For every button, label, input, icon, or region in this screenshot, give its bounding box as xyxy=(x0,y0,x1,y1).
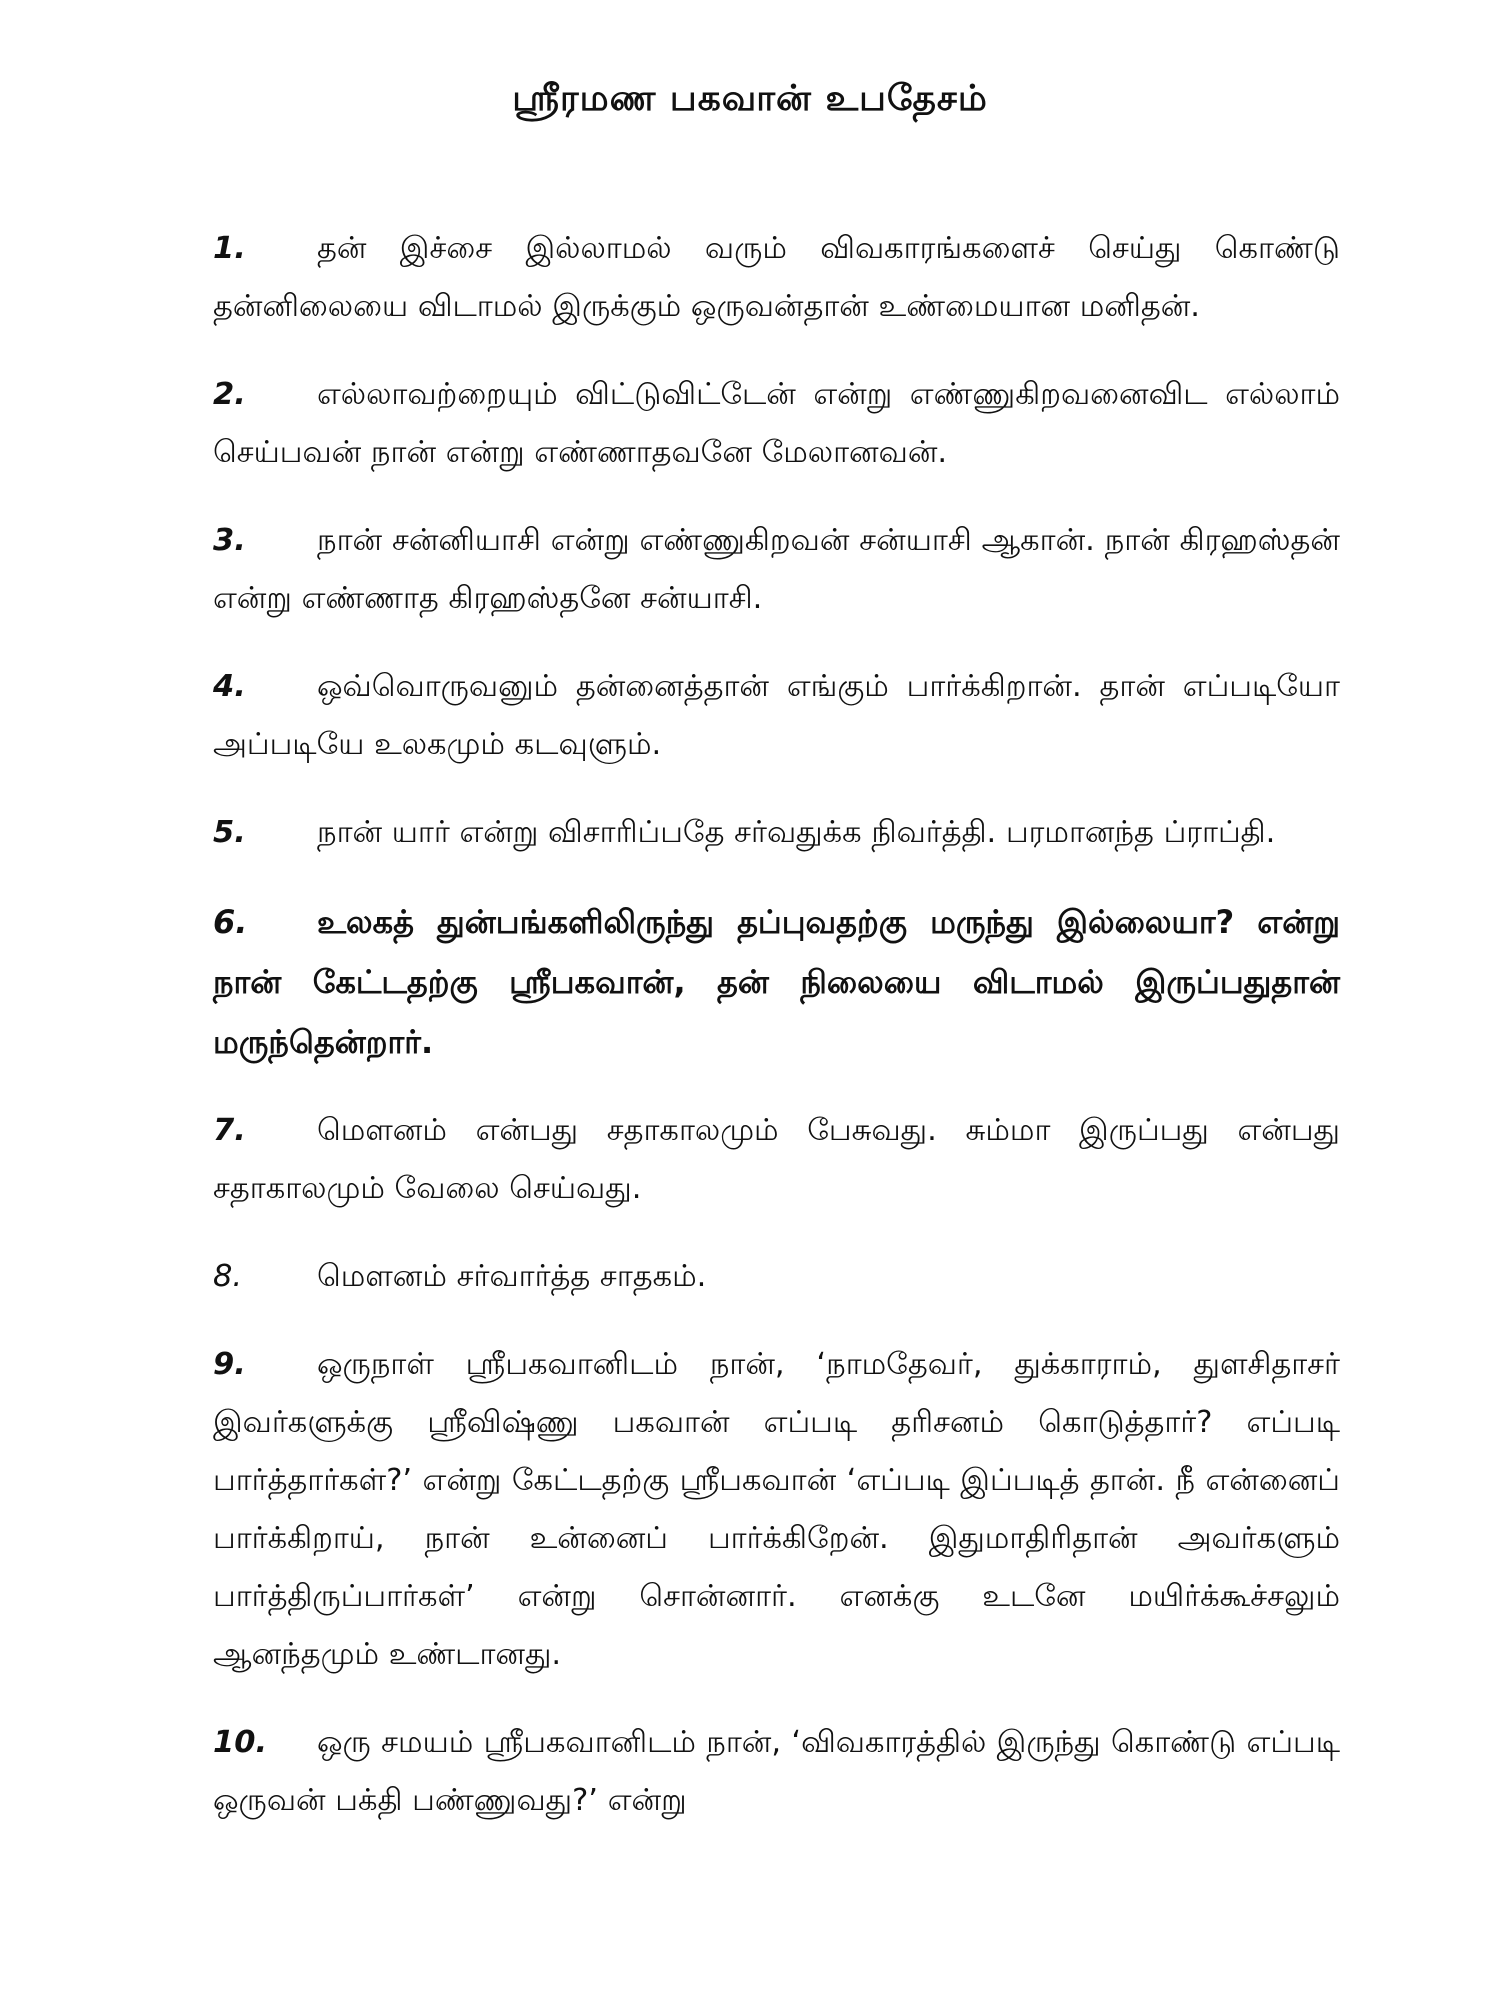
paragraph-number: 8. xyxy=(213,1259,243,1294)
paragraph-text: நான் யார் என்று விசாரிப்பதே சர்வதுக்க நிவர்த்தி. பரமானந்த ப்ராப்தி. xyxy=(317,815,1276,850)
paragraph-number: 9. xyxy=(213,1347,246,1382)
paragraph-number: 6. xyxy=(213,903,248,941)
paragraph-7 xyxy=(213,1102,1340,1218)
paragraph-6 xyxy=(213,892,1340,1072)
paragraph-number: 10. xyxy=(213,1725,268,1760)
paragraph-text: மௌனம் சர்வார்த்த சாதகம். xyxy=(317,1259,707,1294)
paragraph-text: தன் இச்சை இல்லாமல் வரும் விவகாரங்களைச் செய்து கொண்டு தன்னிலையை விடாமல் இருக்கும் ஒருவன்தான் உண்மையான மனிதன். xyxy=(213,231,1340,324)
paragraph-number: 2. xyxy=(213,377,246,412)
paragraph-8 xyxy=(213,1248,1340,1306)
paragraph-number: 1. xyxy=(213,231,246,266)
paragraph-text: உலகத் துன்பங்களிலிருந்து தப்புவதற்கு மருந்து இல்லையா? என்று நான் கேட்டதற்கு ஸ்ரீபகவான், தன் நிலையை விடாமல் இருப்பதுதான் மருந்தென்றார். xyxy=(213,903,1340,1061)
paragraph-10 xyxy=(213,1714,1340,1830)
paragraph-5 xyxy=(213,804,1340,862)
paragraph-text: ஒருநாள் ஸ்ரீபகவானிடம் நான், ‘நாமதேவர், துக்காராம், துளசிதாசர் இவர்களுக்கு ஸ்ரீவிஷ்ணு பகவான் எப்படி தரிசனம் கொடுத்தார்? எப்படி பார்த்தார்கள்?’ என்று கேட்டதற்கு ஸ்ரீபகவான் ‘எப்படி இப்படித் தான். நீ என்னைப் பார்க்கிறாய், நான் உன்னைப் பார்க்கிறேன். இதுமாதிரிதான் அவர்களும் பார்த்திருப்பார்கள்’ என்று சொன்னார். எனக்கு உடனே மயிர்க்கூச்சலும் ஆனந்தமும் உண்டானது. xyxy=(213,1347,1340,1672)
paragraph-1 xyxy=(213,220,1340,336)
paragraph-2 xyxy=(213,366,1340,482)
paragraph-number: 7. xyxy=(213,1113,246,1148)
paragraph-text: ஒரு சமயம் ஸ்ரீபகவானிடம் நான், ‘விவகாரத்தில் இருந்து கொண்டு எப்படி ஒருவன் பக்தி பண்ணுவது?’ என்று xyxy=(213,1725,1340,1818)
page-title: ஸ்ரீரமண பகவான் உபதேசம் xyxy=(512,78,988,119)
paragraph-3 xyxy=(213,512,1340,628)
paragraph-number: 5. xyxy=(213,815,246,850)
paragraph-text: மௌனம் என்பது சதாகாலமும் பேசுவது. சும்மா இருப்பது என்பது சதாகாலமும் வேலை செய்வது. xyxy=(213,1113,1340,1206)
paragraph-text: நான் சன்னியாசி என்று எண்ணுகிறவன் சன்யாசி ஆகான். நான் கிரஹஸ்தன் என்று எண்ணாத கிரஹஸ்தனே சன்யாசி. xyxy=(213,523,1340,616)
paragraph-text: எல்லாவற்றையும் விட்டுவிட்டேன் என்று எண்ணுகிறவனைவிட எல்லாம் செய்பவன் நான் என்று எண்ணாதவனே மேலானவன். xyxy=(213,377,1340,470)
paragraph-4 xyxy=(213,658,1340,774)
document-body xyxy=(213,220,1340,1860)
paragraph-number: 4. xyxy=(213,669,246,704)
paragraph-9 xyxy=(213,1336,1340,1684)
paragraph-text: ஒவ்வொருவனும் தன்னைத்தான் எங்கும் பார்க்கிறான். தான் எப்படியோ அப்படியே உலகமும் கடவுளும். xyxy=(213,669,1340,762)
paragraph-number: 3. xyxy=(213,523,246,558)
